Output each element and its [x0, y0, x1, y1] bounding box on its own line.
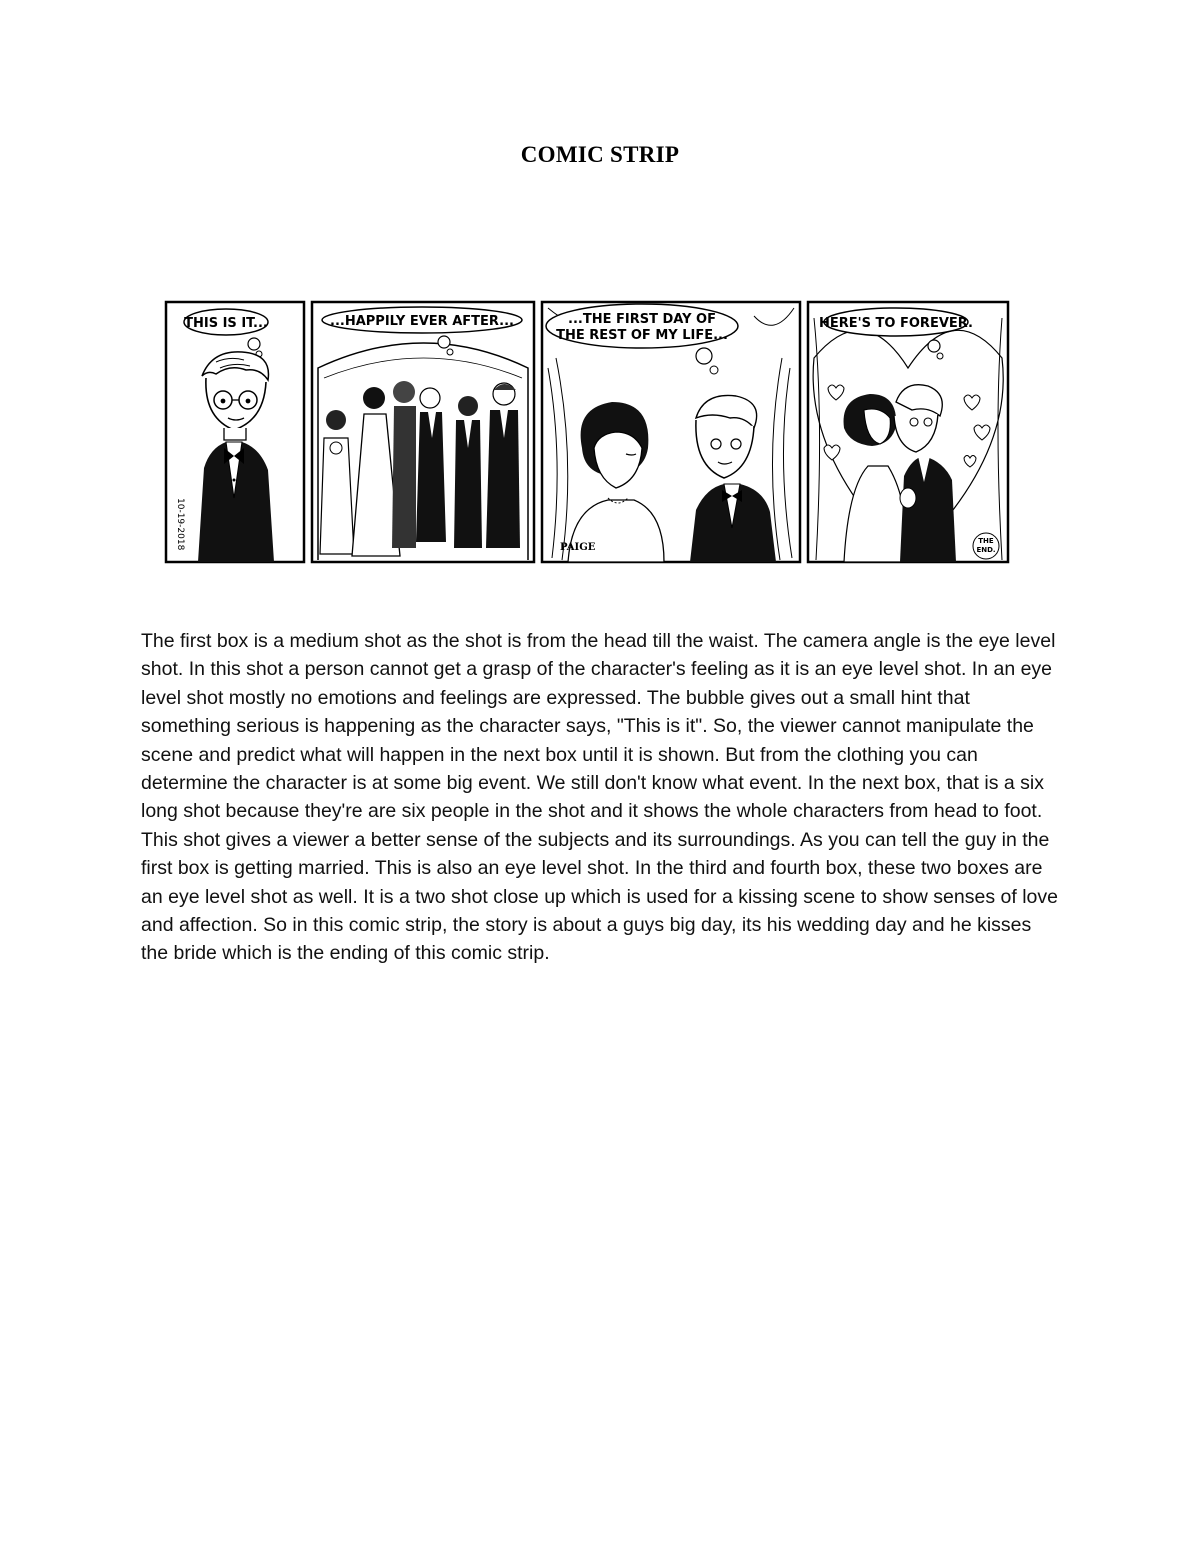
panel1-bubble-text: THIS IS IT...	[184, 316, 268, 331]
page-title: COMIC STRIP	[520, 142, 680, 167]
panel3-bubble-line1: ...THE FIRST DAY OF	[568, 312, 716, 327]
comic-panel-1	[166, 302, 304, 562]
comic-panel-2	[312, 302, 534, 562]
analysis-paragraph: The first box is a medium shot as the shot is from the head till the waist. The camera angle is the eye level shot. In this shot a person cannot get a grasp of the character's feeling as it is an eye level shot. In an eye level shot mostly no emotions and feelings are expressed. The bubble gives out a small hint that something serious is happening as the character says, "This is it". So, the viewer cannot manipulate the scene and predict what will happen in the next box until it is shown. But from the clothing you can determine the character is at some big event. We still don't know what event. In the next box, that is a six long shot because they're are six people in the shot and it shows the whole characters from head to foot. This shot gives a viewer a better sense of the subjects and its surroundings. As you can tell the guy in the first box is getting married. This is also an eye level shot. In the third and fourth box, these two boxes are an eye level shot as well. It is a two shot close up which is used for a kissing scene to show senses of love and affection. So in this comic strip, the story is about a guys big day, its his wedding day and he kisses the bride which is the ending of this comic strip.	[141, 630, 1058, 965]
comic-panel-4	[808, 302, 1008, 562]
comic-strip	[164, 298, 1012, 564]
panel3-signature: PAIGE	[560, 542, 596, 553]
panel4-bubble-text: HERE'S TO FOREVER.	[819, 316, 973, 331]
comic-panel-3	[542, 302, 800, 562]
panel4-end-line1: THE	[978, 537, 994, 545]
panel1-date: 10-19-2018	[175, 498, 185, 551]
comic-strip-illustration	[164, 298, 1012, 564]
panel3-bubble-line2: THE REST OF MY LIFE...	[556, 328, 728, 343]
panel2-bubble-text: ...HAPPILY EVER AFTER...	[330, 314, 514, 329]
panel4-end-line2: END.	[976, 546, 996, 554]
